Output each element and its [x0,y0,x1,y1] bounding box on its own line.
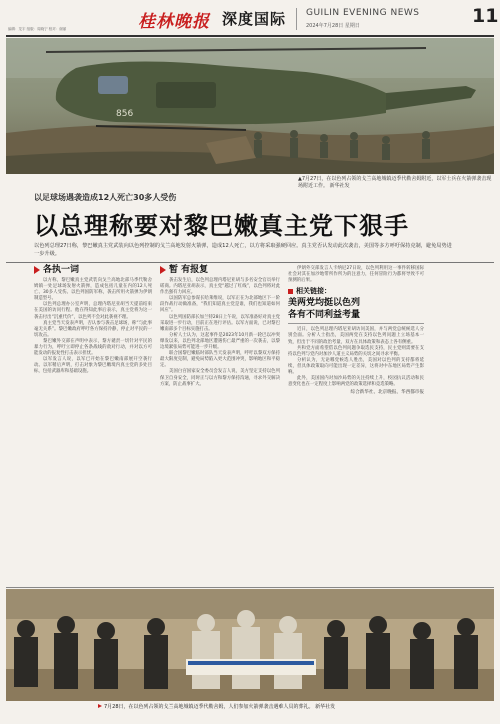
paragraph: 以国防军总参谋长哈莱维说，以军正在为北部地区下一阶段作战行动做准备，“我们知道真主党是谁，我们也知道如何回应”。 [160,296,280,314]
english-masthead: GUILIN EVENING NEWS [306,8,420,18]
top-photo-helicopter [6,38,494,174]
paragraph: 此外，美国国内对加沙局势的关注持续上升，校园抗议活动和民意变化也在一定程度上影响两党的政策选择和竞选策略。 [288,376,424,388]
triangle-marker-icon [160,266,166,274]
page-number: 11 [472,5,499,27]
triangle-marker-icon [34,266,40,274]
masthead-divider [296,8,297,30]
related-divider [288,323,424,324]
related-link-label: 相关链接： [296,287,331,296]
paragraph: 分析人士认为，这起事件是2023年10月新一轮巴以冲突爆发以来，以色列北部地区遭遇伤亡最严重的一次袭击，以黎边境紧张局势可能进一步升级。 [160,332,280,351]
article-headline: 以总理称要对黎巴嫩真主党下狠手 [34,212,409,240]
bottom-photo-caption [98,703,494,710]
aircraft-marking: 856 [116,109,134,119]
paragraph: 以色列总理办公室声明，总理内塔尼亚胡当天提前结束在美国的访问行程。他在得知此事后表示，真主党将为这一袭击付出“沉重代价”，以色列不会对此袭视不理。 [34,302,152,320]
lede-divider [6,262,494,263]
column-1-heading-text: 各执一词 [43,264,80,275]
paragraph: 黎巴嫩外交部在声明中表示，黎方谴责一切针对平民的暴力行为，呼吁立即停止各条战线的敌对行动，并对以方可能发动的报复性打击表示担忧。 [34,338,152,357]
bottom-divider [6,587,494,588]
column-3 [288,266,424,396]
editor-credits: 编辑：龙宇 组版：周晓宁 校对：谢丽 [8,27,67,31]
newspaper-logo: 桂林晚报 [138,12,210,32]
section-title: 深度国际 [222,10,287,28]
paragraph: 以方称，黎巴嫩真主党武装向戈兰高地北部马季代勒舍姆镇一处足球场发射火箭弹，造成包括儿童在内的12人死亡、30多人受伤。以色列国防军称，袭击所用火箭弹为伊朗制造型号。 [34,278,152,302]
column-1 [34,266,152,376]
column-2-heading-text: 暂 有报复 [169,264,209,275]
paragraph: 以色列国防部长加兰特28日上午说，以军准备好对真主党采取进一步行动，目前正在进行评估。以军方面说，已对黎巴嫩南部多个目标实施打击。 [160,314,280,332]
top-photo-caption: ▲7月27日，在以色列占领的戈兰高地城镇迈季代勒舍姆附近，以军士兵在火箭弹袭击现场附近工作。 新华社发 [298,176,492,189]
column-1-heading [34,266,152,274]
paragraph: 伊朗外交部发言人卡纳尼27日说，以色列利用这一事件转移国际社会对其在加沙地带所作所为的注意力，任何冒险行为都将导致不可预测的后果。 [288,266,424,284]
related-title-line-2: 各有不同利益考量 [288,310,361,321]
issue-date: 2024年7月28日 星期日 [306,23,360,29]
paragraph: 共和党方面希望借以色列问题争取选民支持，民主党则需要在支持以色列与党内对加沙人道主义局势的关切之间寻求平衡。 [288,345,424,357]
paragraph: 真主党当天发表声明，否认参与袭击足球场，称“与此事毫无关系”。黎巴嫩政府呼吁各方保持冷静，停止对平民的一切攻击。 [34,320,152,338]
column-2-heading [160,266,280,274]
article-subhead: 以足球场遇袭造成12人死亡30多人受伤 [34,193,177,202]
square-marker-icon [288,289,293,294]
paragraph: 联合国黎巴嫩临时部队当天发表声明，呼吁以黎双方保持最大限度克制，避免局势陷入更大范围冲突，影响地区和平稳定。 [160,351,280,369]
paragraph: 分析认为，无论哪党候选人胜出，美国对以色列的支持都将延续，但具体政策取向可能出现一定差异，这将对中东地区局势产生影响。 [288,357,424,376]
masthead-rule [6,35,494,37]
triangle-marker-icon [98,704,102,708]
paragraph: 美国白宫国家安全委员会发言人说，美方坚定支持以色列保卫自身安全，同时正与以方和黎方保持沟通，寻求外交解决方案，防止战事扩大。 [160,369,280,387]
bottom-photo-funeral [6,589,494,701]
masthead [0,0,500,36]
paragraph: 近日，以色列总理内塔尼亚胡访问美国，并与两党总统候选人分别会面。分析人士指出，美国两党在支持以色列问题上立场基本一致，但出于不同的政治考量，双方在具体政策和表态上各有侧重。 [288,327,424,345]
paragraph: 以军发言人说，以军已开始在黎巴嫩南部展开空袭行动。以军稍后声明，打击对象为黎巴嫩境内真主党的多处目标，包括武器库和基础设施。 [34,357,152,375]
related-title-line-1: 美两党均挺以色列 [288,298,361,309]
related-link-tag [288,288,424,294]
bottom-photo-caption-text: 7月28日，在以色列占领的戈兰高地城镇迈季代勒舍姆，人们参加火箭弹袭击遇难人员的葬礼。 新华社发 [104,704,336,710]
news-source: 综合新华社、北京晚报、华西都市报 [350,390,424,396]
column-2 [160,266,280,388]
article-lede: 以色列总理27日称，黎巴嫩真主党武装向以色列控制的戈兰高地发射火箭弹，造成12人死亡，以方将采取强硬回应。真主党否认发动此次袭击，美国等多方呼吁保持克制，避免局势进一步升级。 [34,243,452,257]
paragraph: 袭击发生后，以色列总理内塔尼亚胡与多名安全官员举行磋商。内塔尼亚胡表示，真主党“越过了红线”，以色列将对此作出强有力回应。 [160,278,280,296]
